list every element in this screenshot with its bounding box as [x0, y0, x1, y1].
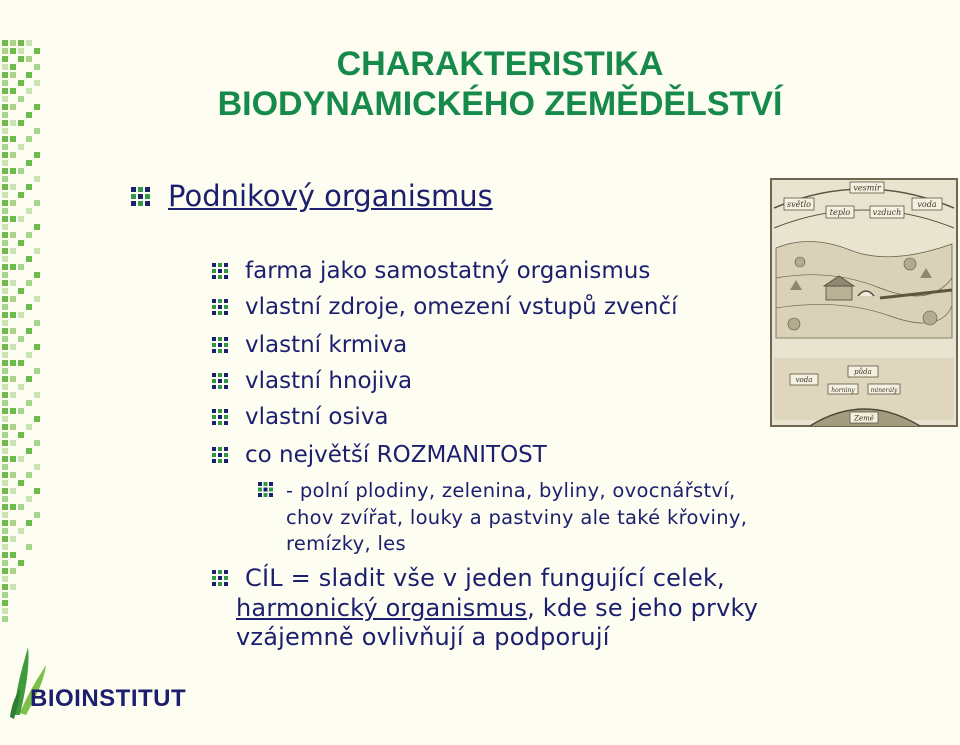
grid-bullet-icon — [131, 187, 150, 206]
diagram-label-vesmir: vesmír — [853, 183, 881, 193]
list-item: farma jako samostatný organismus — [245, 258, 651, 284]
title-line-1: CHARAKTERISTIKA — [336, 45, 664, 83]
bioinstitut-logo-text: BIOINSTITUT — [30, 685, 187, 712]
sub-item-line-3: remízky, les — [286, 532, 406, 555]
goal-line-2 — [236, 593, 758, 623]
list-item: vlastní zdroje, omezení vstupů zvenčí — [245, 294, 678, 320]
goal-line-2-rest: , kde se jeho prvky — [527, 594, 759, 622]
diagram-label-zeme: Země — [854, 414, 874, 423]
diagram-label-voda-bottom: voda — [795, 376, 813, 384]
sub-item-line-1: - polní plodiny, zelenina, byliny, ovocnářství, — [286, 479, 736, 502]
title-line-2: BIODYNAMICKÉHO ZEMĚDĚLSTVÍ — [217, 85, 783, 123]
grid-bullet-icon — [212, 299, 228, 315]
goal-highlight: harmonický organismus — [236, 594, 528, 622]
grid-bullet-icon — [212, 409, 228, 425]
diagram-label-horniny: horniny — [831, 387, 855, 394]
grid-bullet-icon — [258, 482, 273, 497]
list-item: vlastní krmiva — [245, 332, 408, 358]
farm-organism-diagram — [770, 178, 958, 427]
sub-item-line-2: chov zvířat, louky a pastviny ale také křoviny, — [286, 506, 748, 529]
slide-title — [150, 44, 850, 124]
list-item: vlastní hnojiva — [245, 368, 413, 394]
decorative-pixel-bar — [0, 0, 60, 745]
goal-line-1: CÍL = sladit vše v jeden fungující celek, — [245, 564, 725, 592]
diagram-label-svetlo: světlo — [787, 200, 811, 209]
goal-line-3: vzájemně ovlivňují a podporují — [236, 623, 610, 651]
grid-bullet-icon — [212, 570, 228, 586]
grid-bullet-icon — [212, 447, 228, 463]
main-heading: Podnikový organismus — [168, 179, 493, 213]
grid-bullet-icon — [212, 263, 228, 279]
diagram-label-teplo: teplo — [829, 208, 851, 217]
grid-bullet-icon — [212, 337, 228, 353]
diagram-label-voda-top: voda — [917, 200, 937, 209]
diagram-label-mineraly: minerály — [870, 387, 898, 394]
diagram-label-puda: půda — [854, 368, 872, 376]
grid-bullet-icon — [212, 373, 228, 389]
diagram-label-vzduch: vzduch — [872, 208, 902, 217]
list-item: vlastní osiva — [245, 404, 389, 430]
list-item: co největší ROZMANITOST — [245, 442, 547, 468]
